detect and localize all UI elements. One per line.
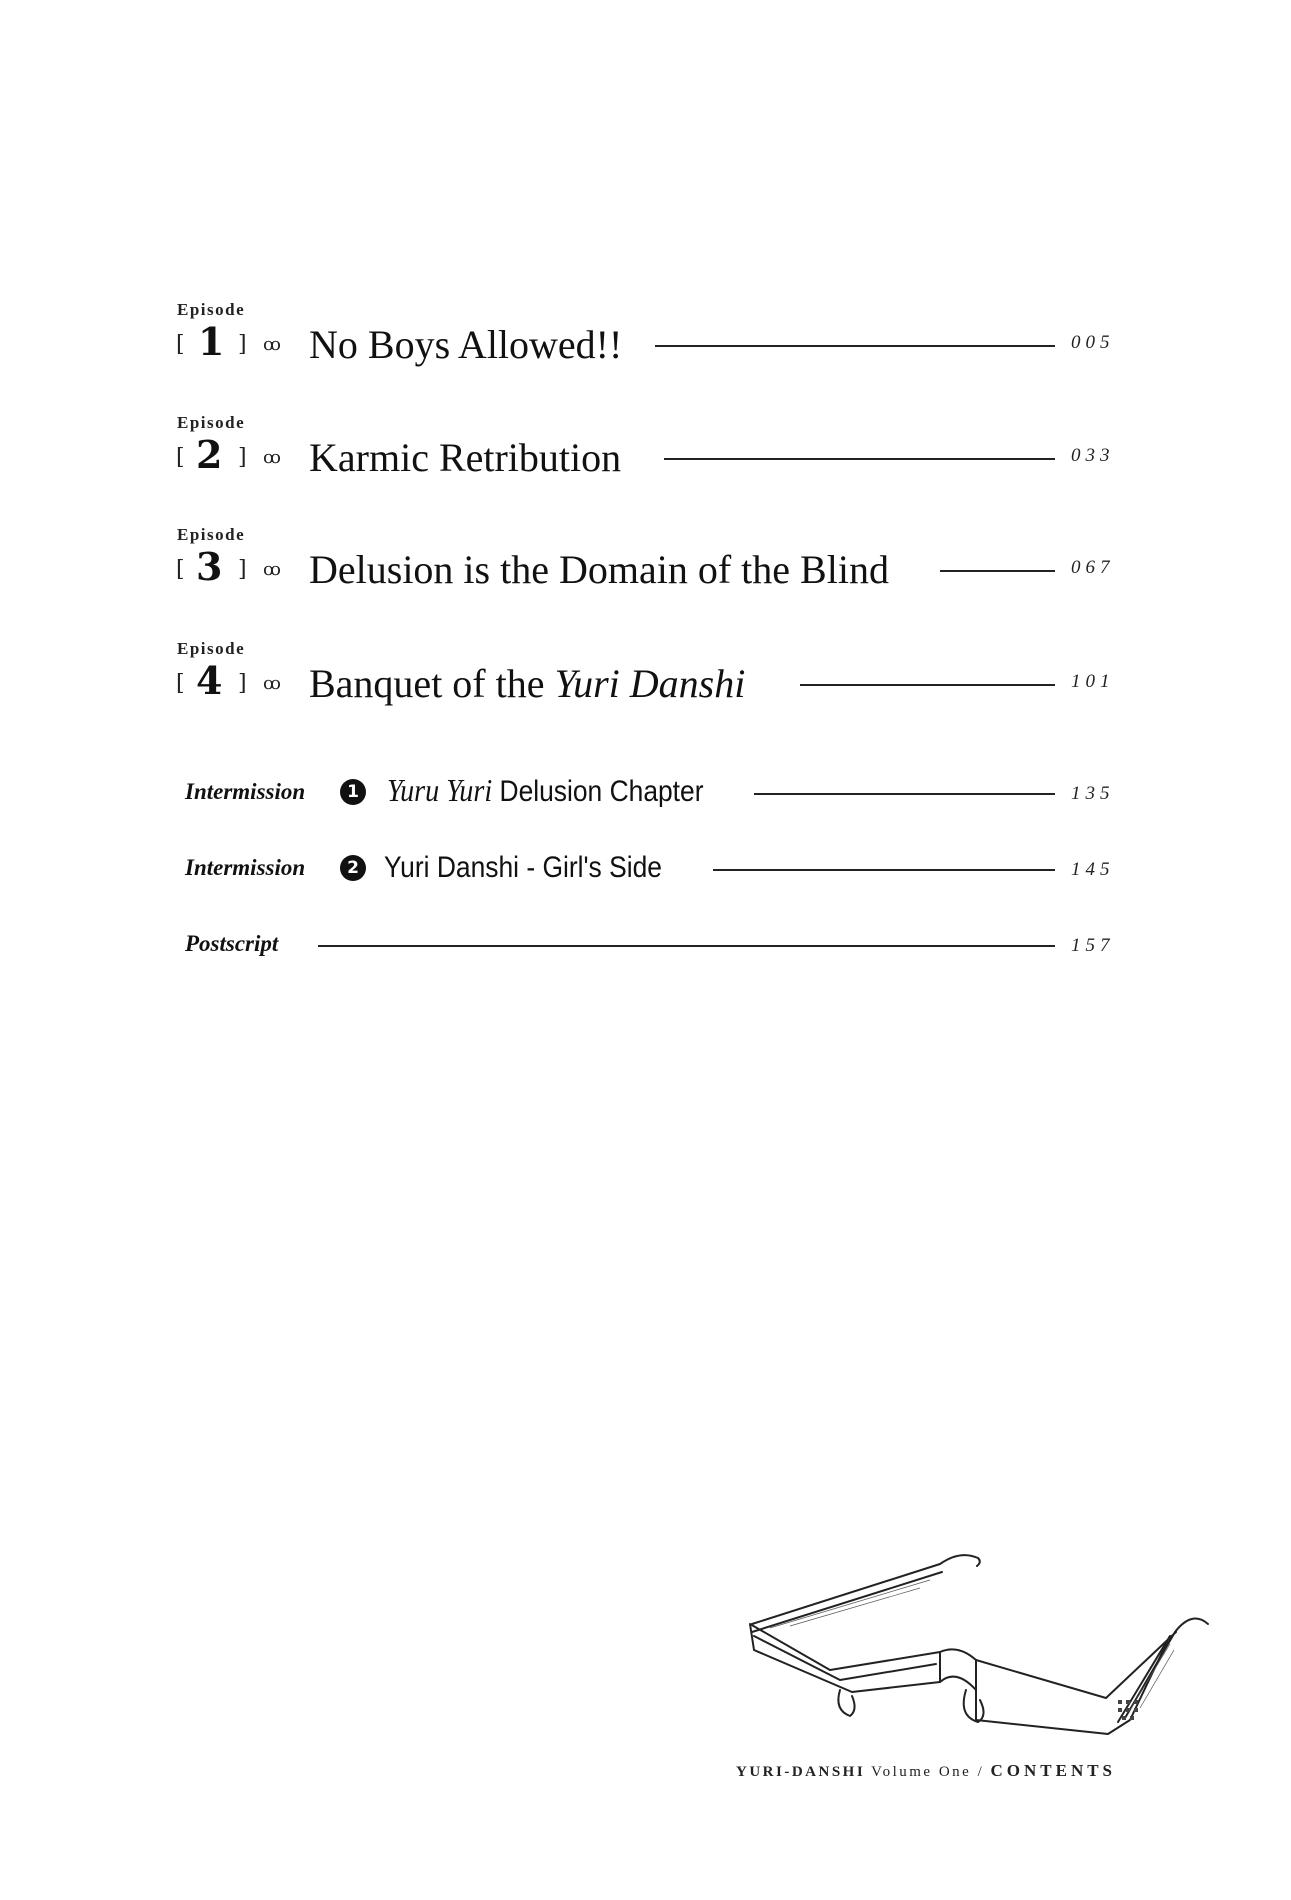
separator-icon: ꝏ <box>263 673 279 694</box>
leader-line <box>754 793 1055 795</box>
episode-label: Episode <box>177 413 246 432</box>
leader-line <box>664 458 1055 460</box>
series-title: YURI-DANSHI <box>736 1764 866 1780</box>
leader-line <box>713 869 1055 871</box>
bracket-open: [ <box>176 671 185 696</box>
page-number: 101 <box>1071 671 1115 692</box>
volume-label: Volume One <box>871 1764 972 1780</box>
intermission-label: Intermission <box>185 855 306 880</box>
leader-line <box>655 345 1055 347</box>
leader-line <box>800 684 1055 686</box>
intermission-title: Yuri Danshi - Girl's Side <box>384 851 662 884</box>
episode-number: 1 <box>198 319 225 364</box>
page-number: 135 <box>1071 783 1115 804</box>
bracket-close: ] <box>238 332 247 357</box>
intermission-label: Intermission <box>185 779 306 804</box>
bracket-close: ] <box>238 557 247 582</box>
leader-line <box>318 945 1055 947</box>
intermission-title: Yuru Yuri Delusion Chapter <box>387 772 704 808</box>
bracket-close: ] <box>238 445 247 470</box>
footer-slash: / <box>977 1764 985 1780</box>
episode-title: Karmic Retribution <box>309 435 622 480</box>
postscript-label: Postscript <box>185 931 279 956</box>
bracket-open: [ <box>176 557 185 582</box>
separator-icon: ꝏ <box>263 559 279 580</box>
episode-title: No Boys Allowed!! <box>309 322 623 367</box>
episode-title: Banquet of the Yuri Danshi <box>309 661 746 706</box>
number-circle-icon: 1 <box>340 779 366 805</box>
number-circle-icon: 2 <box>340 855 366 881</box>
page-number: 145 <box>1071 859 1115 880</box>
separator-icon: ꝏ <box>263 334 279 355</box>
episode-label: Episode <box>177 525 246 544</box>
episode-title: Delusion is the Domain of the Blind <box>309 547 889 592</box>
bracket-open: [ <box>176 332 185 357</box>
page-number: 005 <box>1071 332 1115 353</box>
episode-number: 2 <box>196 432 223 477</box>
section-title: CONTENTS <box>990 1761 1117 1780</box>
page-number: 067 <box>1071 557 1115 578</box>
page-number: 033 <box>1071 445 1115 466</box>
bracket-open: [ <box>176 445 185 470</box>
episode-number: 3 <box>196 544 223 589</box>
episode-label: Episode <box>177 639 246 658</box>
page-number: 157 <box>1071 935 1115 956</box>
eyeglasses-illustration-icon <box>730 1540 1210 1740</box>
episode-number: 4 <box>196 658 223 703</box>
leader-line <box>940 570 1055 572</box>
episode-label: Episode <box>177 300 246 319</box>
separator-icon: ꝏ <box>263 447 279 468</box>
bracket-close: ] <box>238 671 247 696</box>
running-footer <box>736 1761 1116 1781</box>
